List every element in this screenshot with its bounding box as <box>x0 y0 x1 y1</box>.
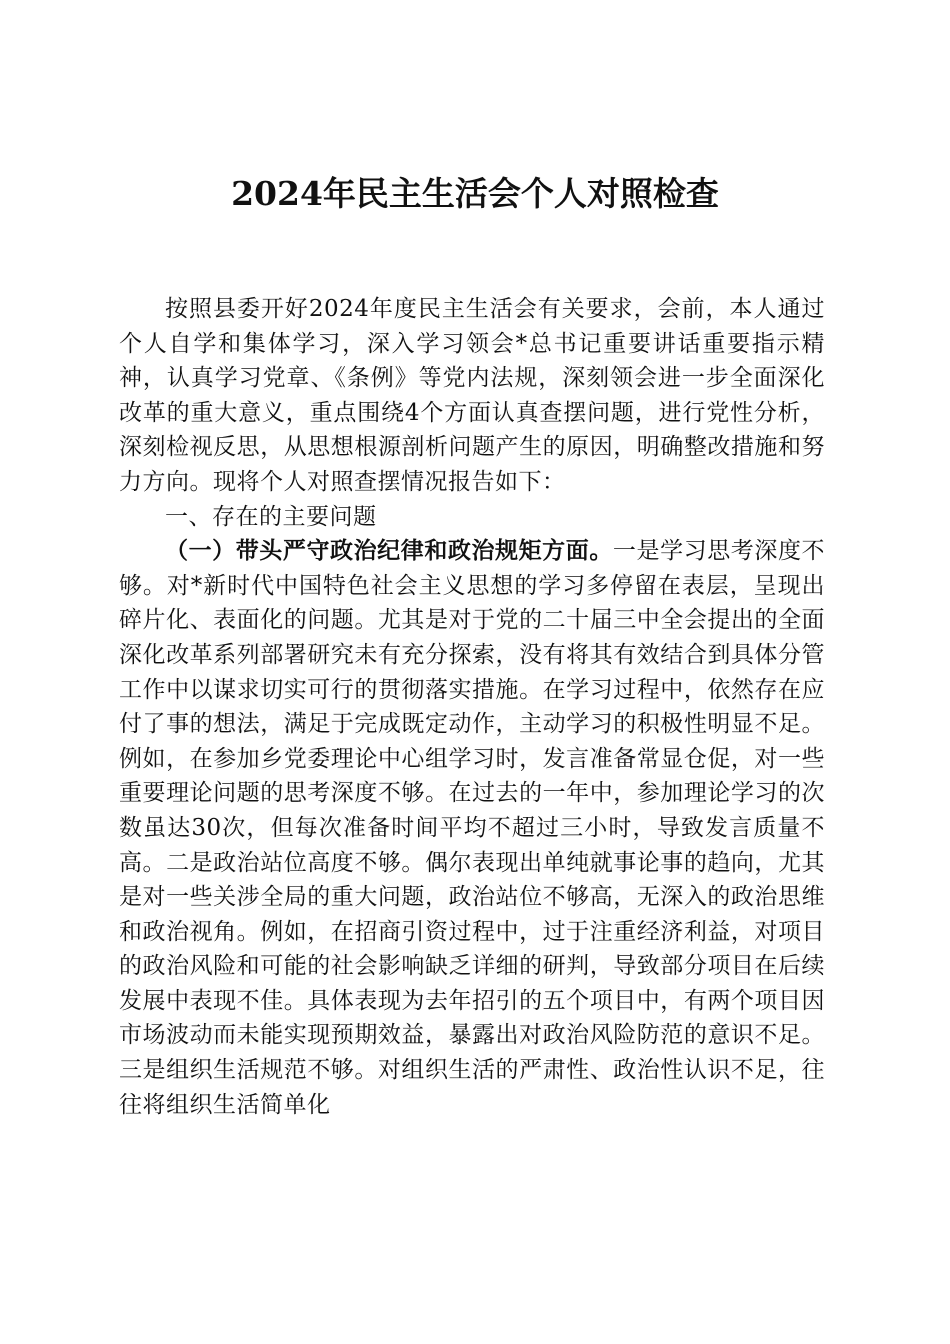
document-title: 2024年民主生活会个人对照检查 <box>231 174 719 213</box>
intro-paragraph: 按照县委开好2024年度民主生活会有关要求，会前，本人通过个人自学和集体学习，深入学习领会*总书记重要讲话重要指示精神，认真学习党章、《条例》等党内法规，深刻领会进一步全面深化改革的重大意义，重点围绕4个方面认真查摆问题，进行党性分析，深刻检视反思，从思想根源剖析问题产生的原因，明确整改措施和努力方向。现将个人对照查摆情况报告如下： <box>119 296 825 495</box>
subsection-body: 一是学习思考深度不够。对*新时代中国特色社会主义思想的学习多停留在表层，呈现出碎片化、表面化的问题。尤其是对于党的二十届三中全会提出的全面深化改革系列部署研究未有充分探索，没有将其有效结合到具体分管工作中以谋求切实可行的贯彻落实措施。在学习过程中，依然存在应付了事的想法，满足于完成既定动作，主动学习的积极性明显不足。例如，在参加乡党委理论中心组学习时，发言准备常显仓促，对一些重要理论问题的思考深度不够。在过去的一年中，参加理论学习的次数虽达30次，但每次准备时间平均不超过三小时，导致发言质量不高。二是政治站位高度不够。偶尔表现出单纯就事论事的趋向，尤其是对一些关涉全局的重大问题，政治站位不够高，无深入的政治思维和政治视角。例如，在招商引资过程中，过于注重经济利益，对项目的政治风险和可能的社会影响缺乏详细的研判，导致部分项目在后续发展中表现不佳。具体表现为去年招引的五个项目中，有两个项目因市场波动而未能实现预期效益，暴露出对政治风险防范的意识不足。三是组织生活规范不够。对组织生活的严肃性、政治性认识不足，往往将组织生活简单化 <box>119 538 826 1118</box>
section-heading: 一、存在的主要问题 <box>165 503 377 530</box>
subsection-heading: （一）带头严守政治纪律和政治规矩方面。 <box>165 537 613 565</box>
subsection-paragraph <box>119 534 825 1122</box>
document-body <box>119 292 825 1122</box>
